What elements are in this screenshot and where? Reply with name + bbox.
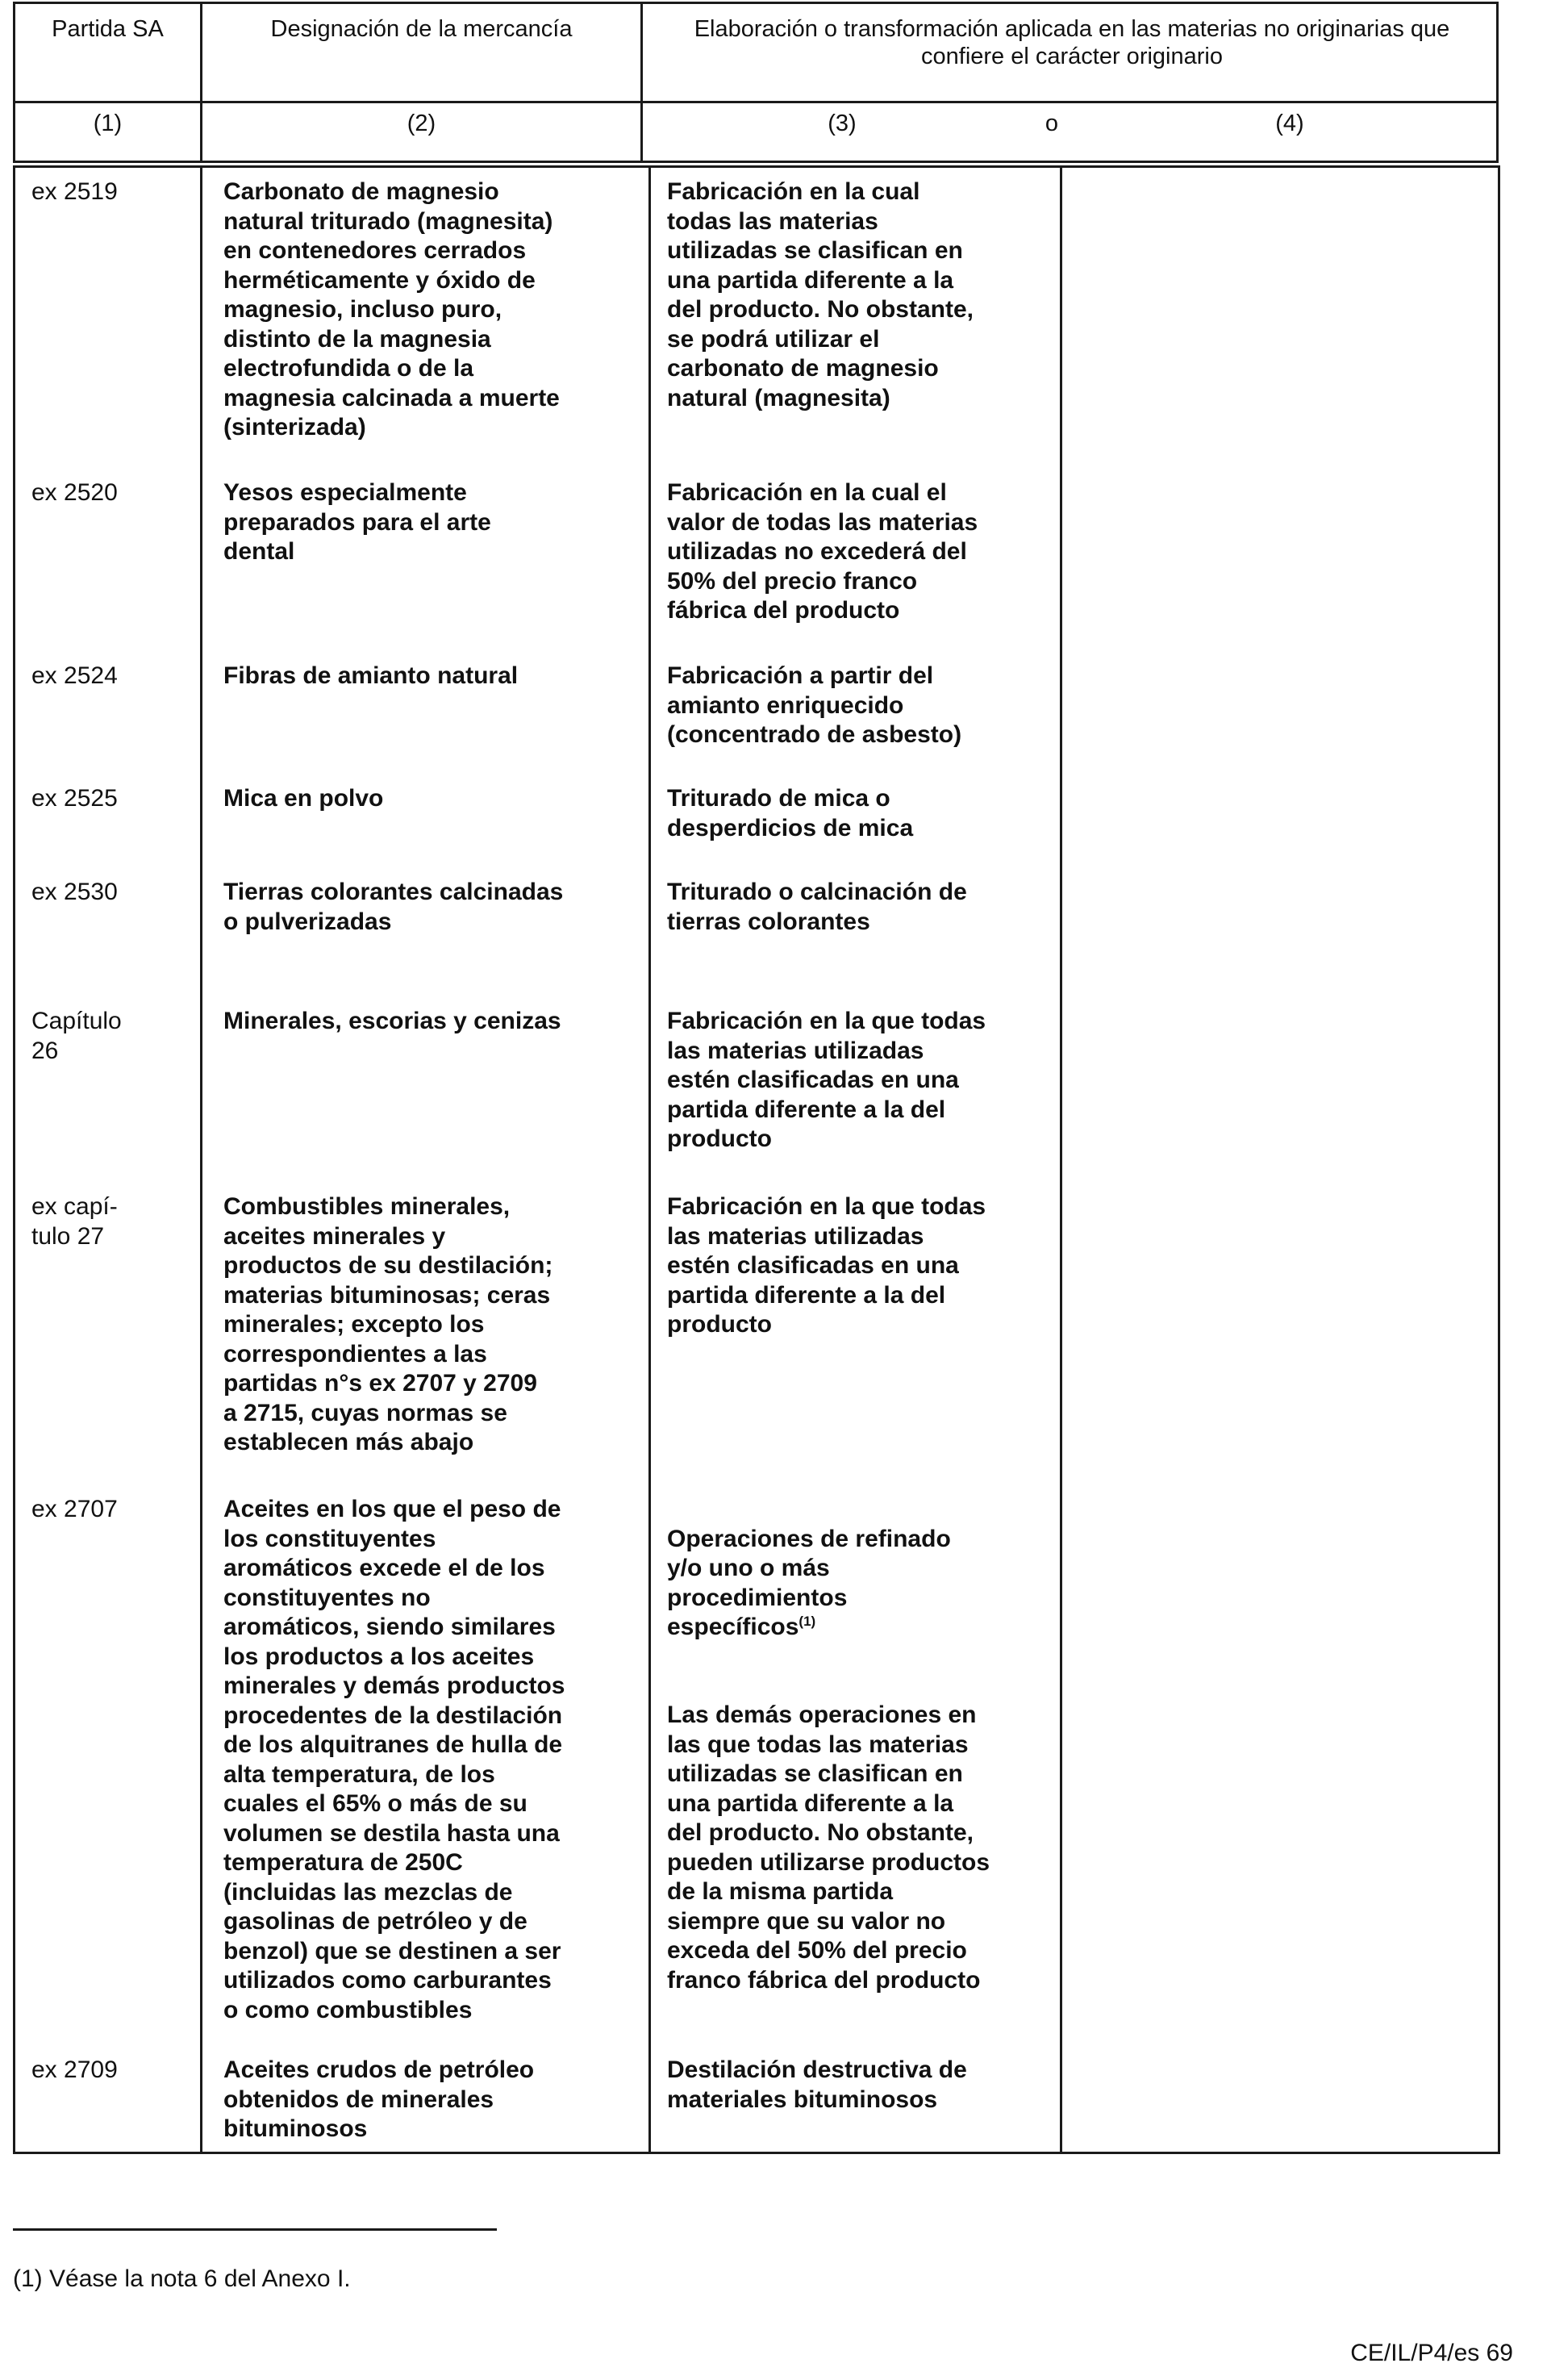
row-rule: Fabricación en la cual todas las materias utilizadas se clasifican en una partida diferente a la del producto. No obstante, se podrá utilizar el carbonato de magnesio natural (magnesita) [667,178,974,411]
header-col-partida: Partida SA [52,16,164,42]
row-description: Aceites en los que el peso de los constituyentes aromáticos excede el de los constituyentes no aromáticos, siendo similares los productos a los aceites minerales y demás productos procedentes de la destilación de los alquitranes de hulla de alta temperatura, de los cuales el 65% o más de su volumen se destila hasta una temperatura de 250C (incluidas las mezclas de gasolinas de petróleo y de benzol) que se destinen a ser utilizados como carburantes o como combustibles [223,1496,565,2023]
row-rule: Fabricación a partir del amianto enriquecido (concentrado de asbesto) [667,662,962,748]
row-description: Fibras de amianto natural [223,662,519,689]
row-description: Carbonato de magnesio natural triturado (magnesita) en contenedores cerrados herméticamente y óxido de magnesio, incluso puro, distinto de la magnesia electrofundida o de la magnesia calcinada a muerte (sinterizada) [223,178,560,441]
header-divider [640,4,643,161]
header-col-elaboracion: Elaboración o transformación aplicada en las materias no originarias que confiere el carácter originario [694,16,1450,69]
row-rule-part-a: Operaciones de refinado y/o uno o más procedimientos específicos [667,1525,951,1640]
row-rule: Fabricación en la cual el valor de todas las materias utilizadas no excederá del 50% del precio franco fábrica del producto [667,479,978,624]
row-rule: Fabricación en la que todas las materias utilizadas estén clasificadas en una partida diferente a la del producto [667,1008,986,1152]
header-num-or: o [1045,111,1059,136]
header-divider [15,101,1496,103]
row-description: Aceites crudos de petróleo obtenidos de minerales bituminosos [223,2056,535,2142]
rule-spacer [667,1643,1078,1672]
page-reference: CE/IL/P4/es 69 [1350,2340,1513,2366]
row-description: Minerales, escorias y cenizas [223,1008,561,1034]
row-heading: Capítulo 26 [31,1008,122,1064]
row-description: Combustibles minerales, aceites minerales y productos de su destilación; materias bituminosas; ceras minerales; excepto los correspondientes a las partidas n°s ex 2707 y 2709 a 2715, cuyas normas se establecen más abajo [223,1193,553,1455]
footnote-separator [13,2228,497,2231]
header-num-3: (3) [828,111,857,136]
row-heading: ex capí- tulo 27 [31,1193,118,1250]
row-description: Mica en polvo [223,785,384,812]
header-col-designacion: Designación de la mercancía [270,16,573,42]
footnote: (1) Véase la nota 6 del Anexo I. [13,2265,351,2292]
row-rule [667,1495,1078,2025]
header-num-4: (4) [1275,111,1304,136]
footnote-ref: (1) [799,1614,816,1629]
table-body [13,165,1500,2154]
row-heading: ex 2525 [31,785,118,812]
row-heading: ex 2524 [31,662,118,689]
row-rule: Triturado de mica o desperdicios de mica [667,785,914,841]
row-description: Tierras colorantes calcinadas o pulverizadas [223,879,564,935]
row-heading: ex 2709 [31,2056,118,2083]
row-rule: Destilación destructiva de materiales bituminosos [667,2056,967,2113]
row-description: Yesos especialmente preparados para el arte dental [223,479,491,565]
row-heading: ex 2530 [31,879,118,905]
row-heading: ex 2520 [31,479,118,506]
row-rule: Fabricación en la que todas las materias utilizadas estén clasificadas en una partida diferente a la del producto [667,1193,986,1338]
column-divider [200,168,202,2152]
row-heading: ex 2707 [31,1496,118,1522]
row-rule-part-b: Las demás operaciones en las que todas las materias utilizadas se clasifican en una partida diferente a la del producto. No obstante, pueden utilizarse productos de la misma partida siempre que su valor no exceda del 50% del precio franco fábrica del producto [667,1701,990,1994]
header-num-2: (2) [407,111,436,136]
row-rule: Triturado o calcinación de tierras colorantes [667,879,967,935]
table-header [13,2,1499,163]
row-heading: ex 2519 [31,178,118,205]
header-num-1: (1) [93,111,123,136]
